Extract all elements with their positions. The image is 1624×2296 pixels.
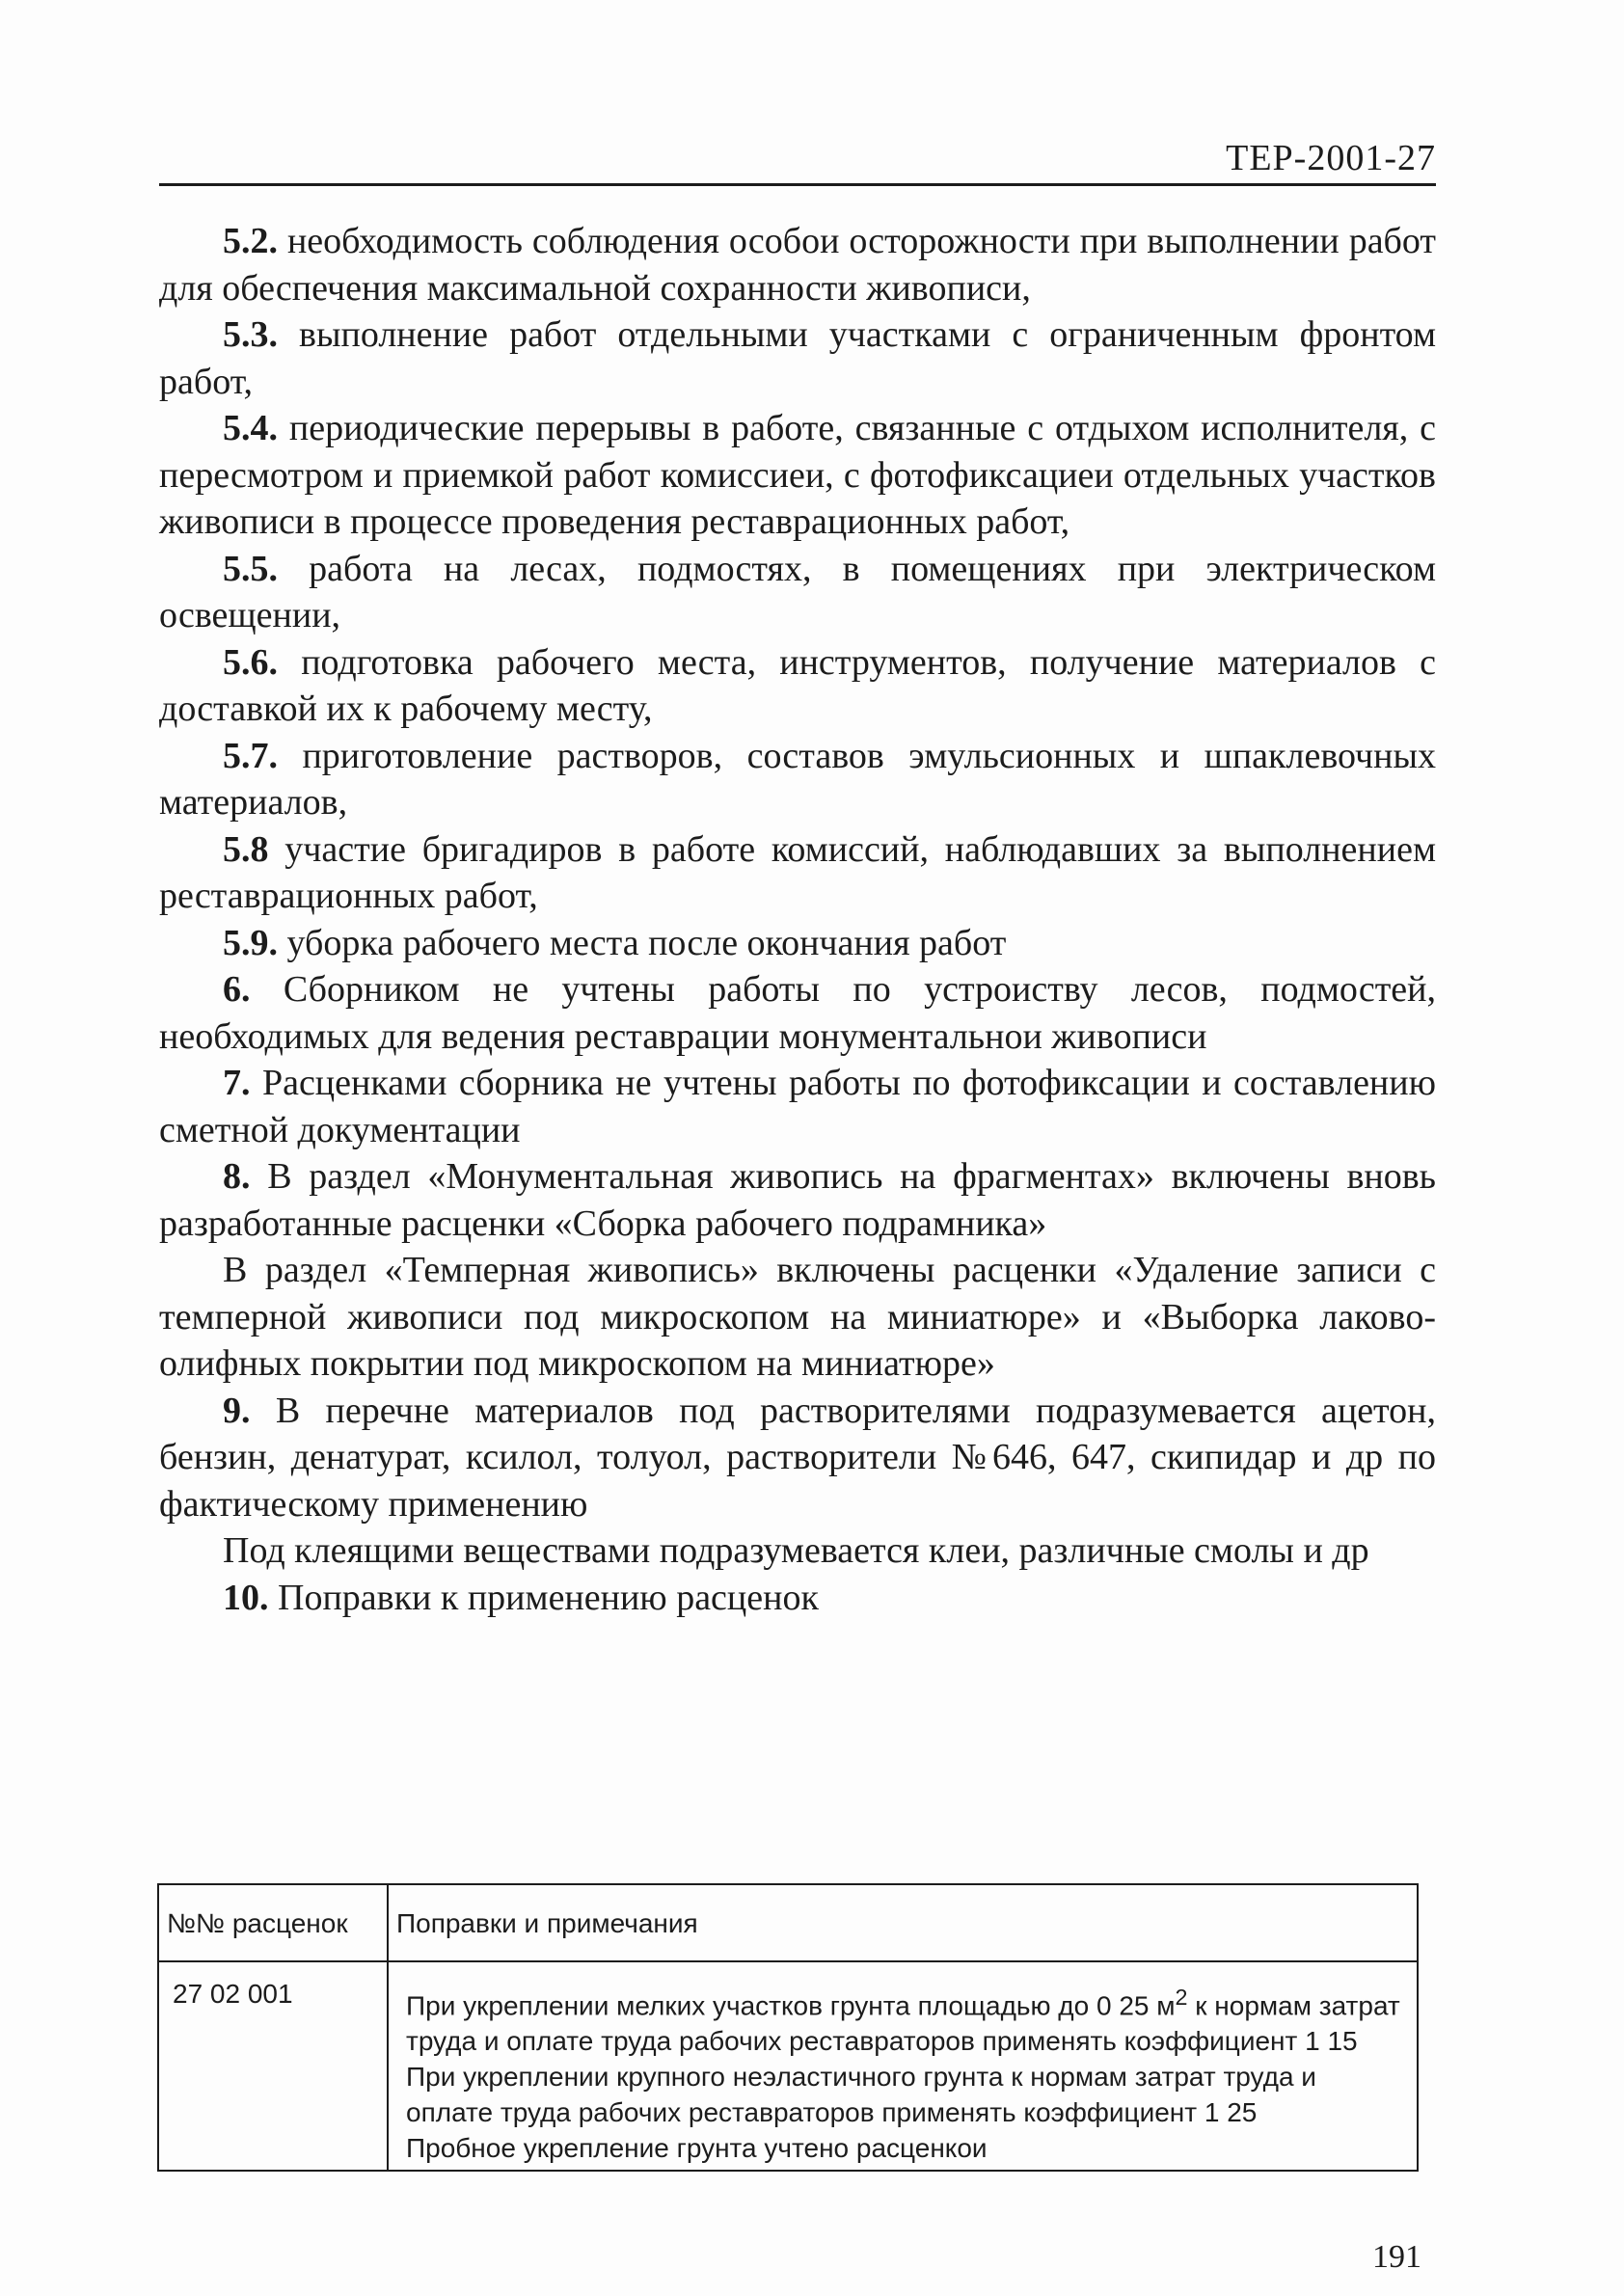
paragraph-number: 7. <box>223 1063 251 1103</box>
paragraph-7 <box>159 1060 1436 1153</box>
paragraph-9-continued <box>159 1527 1436 1575</box>
paragraph-5-7 <box>159 733 1436 826</box>
paragraph-text: необходимость соблюдения особои осторожности при выполнении работ для обеспечения максимальной сохранности живописи, <box>159 221 1436 309</box>
paragraph-text: работа на лесах, подмостях, в помещениях при электрическом освещении, <box>159 548 1437 635</box>
note-text: к нормам затрат труда и оплате труда рабочих реставраторов применять коэффициент 1 15 <box>406 1990 1400 2057</box>
paragraph-5-3 <box>159 311 1436 405</box>
paragraph-number: 5.3. <box>223 314 278 355</box>
table-header-row <box>158 1884 1418 1961</box>
paragraph-text: Расценками сборника не учтены работы по фотофиксации и составлению сметной документации <box>159 1063 1436 1150</box>
paragraph-number: 6. <box>223 969 251 1010</box>
paragraph-text: Поправки к применению расценок <box>278 1577 819 1618</box>
paragraph-text: участие бригадиров в работе комиссий, наблюдавших за выполнением реставрационных работ, <box>159 828 1436 916</box>
paragraph-9 <box>159 1388 1436 1528</box>
paragraph-number: 5.5. <box>223 548 278 589</box>
corrections-table <box>157 1883 1419 2172</box>
note-superscript: 2 <box>1175 1985 1188 2010</box>
paragraph-number: 8. <box>223 1156 251 1197</box>
column-header-notes: Поправки и примечания <box>388 1884 1418 1961</box>
column-header-codes: №№ расценок <box>158 1884 388 1961</box>
paragraph-number: 5.9. <box>223 922 278 963</box>
paragraph-5-5 <box>159 546 1436 639</box>
paragraph-text: В раздел «Темперная живопись» включены расценки «Удаление записи с темперной живописи под микроскопом на миниатюре» и «Выборка лаково-олифных покрытии под микроскопом на миниатюре» <box>159 1250 1436 1384</box>
note-text: При укреплении мелких участков грунта площадью до 0 25 м <box>406 1990 1176 2021</box>
paragraph-5-9 <box>159 920 1436 967</box>
paragraph-text: В перечне материалов под растворителями подразумевается ацетон, бензин, денатурат, ксилол, толуол, растворители №646, 647, скипидар и др по фактическому применению <box>159 1390 1437 1525</box>
paragraph-number: 10. <box>223 1577 269 1618</box>
paragraph-number: 5.4. <box>223 408 278 448</box>
paragraph-6 <box>159 966 1436 1060</box>
paragraph-number: 5.2. <box>223 221 278 261</box>
paragraph-number: 9. <box>223 1390 251 1431</box>
paragraph-10 <box>159 1575 1436 1622</box>
paragraph-text: подготовка рабочего места, инструментов, получение материалов с доставкой их к рабочему месту, <box>159 641 1436 729</box>
paragraph-8-continued <box>159 1247 1436 1388</box>
body-text <box>159 218 1436 1621</box>
paragraph-5-6 <box>159 639 1436 733</box>
paragraph-5-2 <box>159 218 1436 311</box>
paragraph-5-8 <box>159 826 1436 920</box>
table-row <box>158 1961 1418 2171</box>
paragraph-text: выполнение работ отдельными участками с ограниченным фронтом работ, <box>159 314 1437 402</box>
paragraph-text: периодические перерывы в работе, связанные с отдыхом исполнителя, с пересмотром и приемкой работ комиссиеи, с фотофиксациеи отдельных участков живописи в процессе проведения реставрационных работ, <box>159 408 1436 542</box>
paragraph-text: приготовление растворов, составов эмульсионных и шпаклевочных материалов, <box>159 735 1437 823</box>
notes-cell <box>388 1961 1418 2171</box>
paragraph-text: Под клеящими веществами подразумевается клеи, различные смолы и др <box>223 1530 1369 1571</box>
page-number: 191 <box>1372 2239 1421 2275</box>
paragraph-number: 5.7. <box>223 735 278 776</box>
paragraph-text: В раздел «Монументальная живопись на фрагментах» включены вновь разработанные расценки «Сборка рабочего подрамника» <box>159 1156 1436 1244</box>
document-code: ТЕР-2001-27 <box>1226 138 1436 178</box>
paragraph-8 <box>159 1153 1436 1247</box>
header-rule <box>159 183 1436 186</box>
paragraph-5-4 <box>159 405 1436 546</box>
note-line: При укреплении крупного неэластичного грунта к нормам затрат труда и оплате труда рабочих реставраторов применять коэффициент 1 25 <box>406 2062 1316 2128</box>
rate-code-cell: 27 02 001 <box>158 1961 388 2171</box>
paragraph-number: 5.6. <box>223 641 278 683</box>
paragraph-text: уборка рабочего места после окончания работ <box>286 922 1007 963</box>
note-line <box>406 1980 1403 2059</box>
note-line: Пробное укрепление грунта учтено расценкои <box>406 2133 988 2164</box>
paragraph-text: Сборником не учтены работы по устроиству лесов, подмостей, необходимых для ведения реставрации монументальнои живописи <box>159 969 1437 1057</box>
paragraph-number: 5.8 <box>223 828 269 870</box>
